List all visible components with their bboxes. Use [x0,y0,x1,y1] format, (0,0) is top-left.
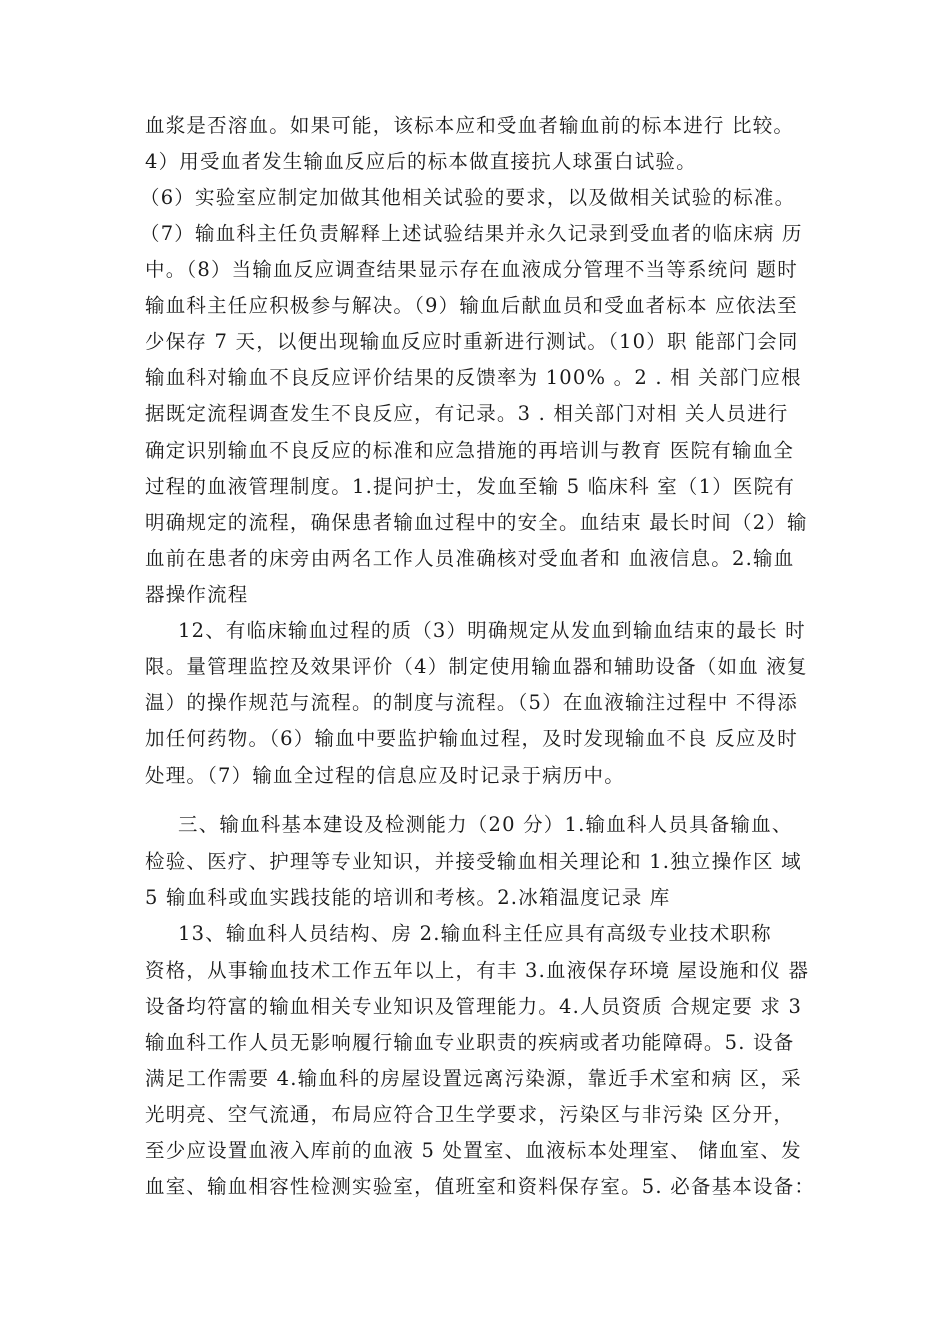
text-line: 据既定流程调查发生不良反应，有记录。3 . 相关部门对相 关人员进行 [145,402,789,425]
text-line: 确定识别输血不良反应的标准和应急措施的再培训与教育 医院有输血全 [145,439,795,462]
text-line: 输血科对输血不良反应评价结果的反馈率为 100% 。2 . 相 关部门应根 [145,366,802,389]
text-line: 加任何药物。（6）输血中要监护输血过程，及时发现输血不良 反应及时 [145,727,798,750]
text-line: 输血科工作人员无影响履行输血专业职责的疾病或者功能障碍。5. 设备 [145,1031,795,1054]
text-line: 处理。（7）输血全过程的信息应及时记录于病历中。 [145,764,625,787]
text-line: 输血科主任应积极参与解决。（9）输血后献血员和受血者标本 应依法至 [145,294,798,317]
text-line: 限。量管理监控及效果评价（4）制定使用输血器和辅助设备（如血 液复 [145,655,808,678]
text-line: 13、输血科人员结构、房 2.输血科主任应具有高级专业技术职称 [178,922,772,945]
text-line: 光明亮、空气流通，布局应符合卫生学要求，污染区与非污染 区分开， [145,1103,795,1126]
text-line: 12、有临床输血过程的质（3）明确规定从发血到输血结束的最长 时 [178,619,806,642]
text-line: 中。（8）当输血反应调查结果显示存在血液成分管理不当等系统问 题时 [145,258,798,281]
text-line: 设备均符富的输血相关专业知识及管理能力。4.人员资质 合规定要 求 3 [145,995,803,1018]
text-line: 至少应设置血液入库前的血液 5 处置室、血液标本处理室、 储血室、发 [145,1139,802,1162]
text-line: 5 输血科或血实践技能的培训和考核。2.冰箱温度记录 库 [145,886,671,909]
text-line: 血前在患者的床旁由两名工作人员准确核对受血者和 血液信息。2.输血 [145,547,795,570]
text-line: （6）实验室应制定加做其他相关试验的要求，以及做相关试验的标准。 [140,186,796,209]
text-line: 器操作流程 [145,583,249,606]
text-line: 资格，从事输血技术工作五年以上，有丰 3.血液保存环境 屋设施和仪 器 [145,959,810,982]
text-line: 血室、输血相容性检测实验室，值班室和资料保存室。5. 必备基本设备： [145,1175,816,1198]
text-line: 检验、医疗、护理等专业知识，并接受输血相关理论和 1.独立操作区 域 [145,850,802,873]
text-line: 血浆是否溶血。如果可能，该标本应和受血者输血前的标本进行 比较。 [145,114,795,137]
text-line: 过程的血液管理制度。1.提问护士，发血至输 5 临床科 室（1）医院有 [145,475,796,498]
text-line: （7）输血科主任负责解释上述试验结果并永久记录到受血者的临床病 历 [140,222,803,245]
text-line: 温）的操作规范与流程。的制度与流程。（5）在血液输注过程中 不得添 [145,691,798,714]
text-line: 满足工作需要 4.输血科的房屋设置远离污染源，靠近手术室和病 区，采 [145,1067,802,1090]
text-line: 三、输血科基本建设及检测能力（20 分）1.输血科人员具备输血、 [178,813,793,836]
text-line: 少保存 7 天，以便出现输血反应时重新进行测试。（10）职 能部门会同 [145,330,799,353]
text-line: 明确规定的流程，确保患者输血过程中的安全。血结束 最长时间（2）输 [145,511,808,534]
text-line: 4）用受血者发生输血反应后的标本做直接抗人球蛋白试验。 [145,150,697,173]
